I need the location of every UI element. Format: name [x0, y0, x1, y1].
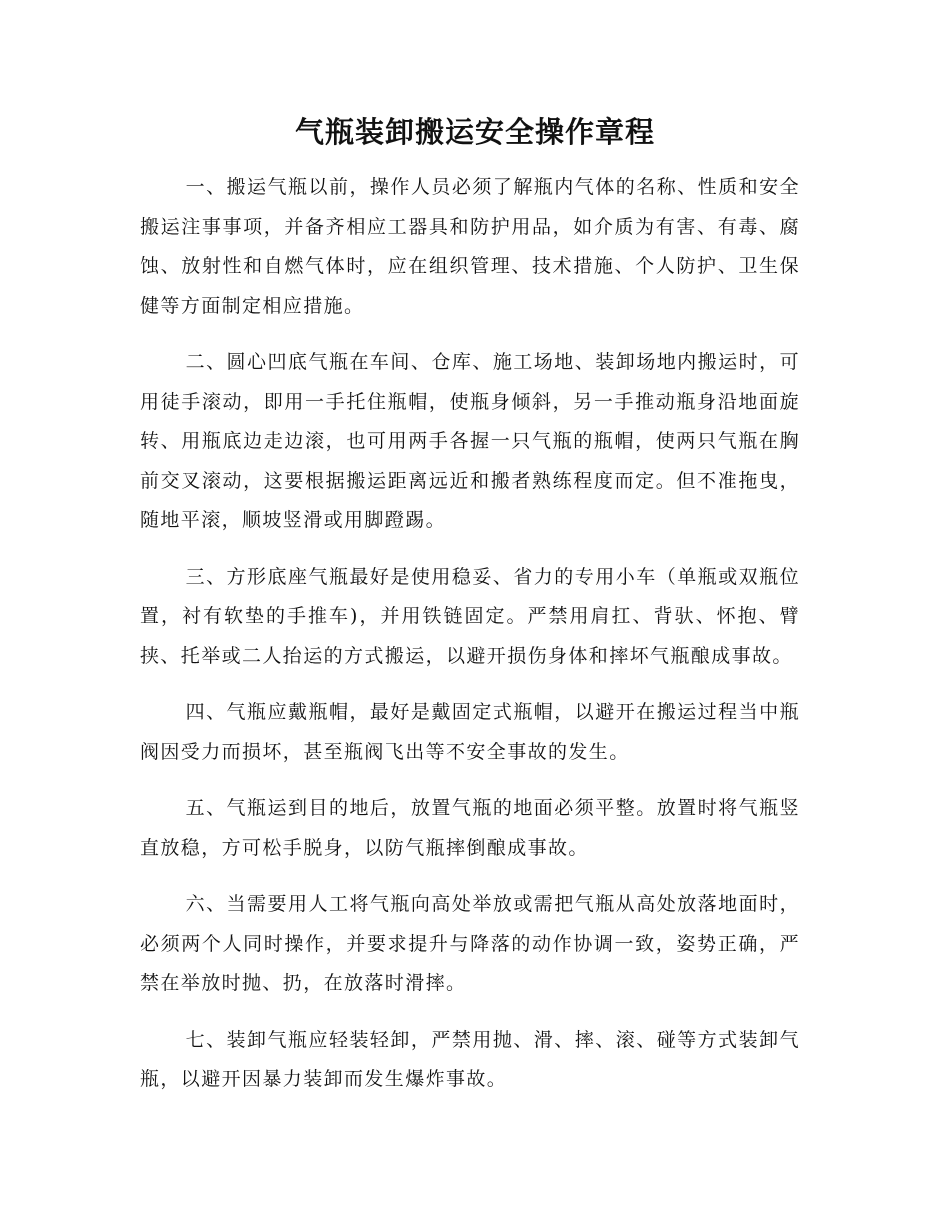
document-title: 气瓶装卸搬运安全操作章程 [294, 115, 655, 149]
paragraph-5: 五、气瓶运到目的地后，放置气瓶的地面必须平整。放置时将气瓶竖直放稳，方可松手脱身，以防气瓶摔倒酿成事故。 [140, 797, 800, 859]
document-body [140, 168, 800, 1117]
paragraph-7: 七、装卸气瓶应轻装轻卸，严禁用抛、滑、摔、滚、碰等方式装卸气瓶，以避开因暴力装卸而发生爆炸事故。 [140, 1028, 800, 1090]
paragraph-4: 四、气瓶应戴瓶帽，最好是戴固定式瓶帽，以避开在搬运过程当中瓶阀因受力而损坏，甚至瓶阀飞出等不安全事故的发生。 [140, 701, 800, 763]
paragraph-6: 六、当需要用人工将气瓶向高处举放或需把气瓶从高处放落地面时，必须两个人同时操作，并要求提升与降落的动作协调一致，姿势正确，严禁在举放时抛、扔，在放落时滑摔。 [140, 893, 800, 994]
paragraph-1: 一、搬运气瓶以前，操作人员必须了解瓶内气体的名称、性质和安全搬运注事事项，并备齐相应工器具和防护用品，如介质为有害、有毒、腐蚀、放射性和自燃气体时，应在组织管理、技术措施、个人防护、卫生保健等方面制定相应措施。 [140, 176, 800, 317]
paragraph-2: 二、圆心凹底气瓶在车间、仓库、施工场地、装卸场地内搬运时，可用徒手滚动，即用一手托住瓶帽，使瓶身倾斜，另一手推动瓶身沿地面旋转、用瓶底边走边滚，也可用两手各握一只气瓶的瓶帽，使两只气瓶在胸前交叉滚动，这要根据搬运距离远近和搬者熟练程度而定。但不准拖曳，随地平滚，顺坡竖滑或用脚蹬踢。 [140, 351, 800, 531]
paragraph-3: 三、方形底座气瓶最好是使用稳妥、省力的专用小车（单瓶或双瓶位置，衬有软垫的手推车)，并用铁链固定。严禁用肩扛、背驮、怀抱、臂挟、托举或二人抬运的方式搬运，以避开损伤身体和摔坏气瓶酿成事故。 [140, 565, 800, 667]
